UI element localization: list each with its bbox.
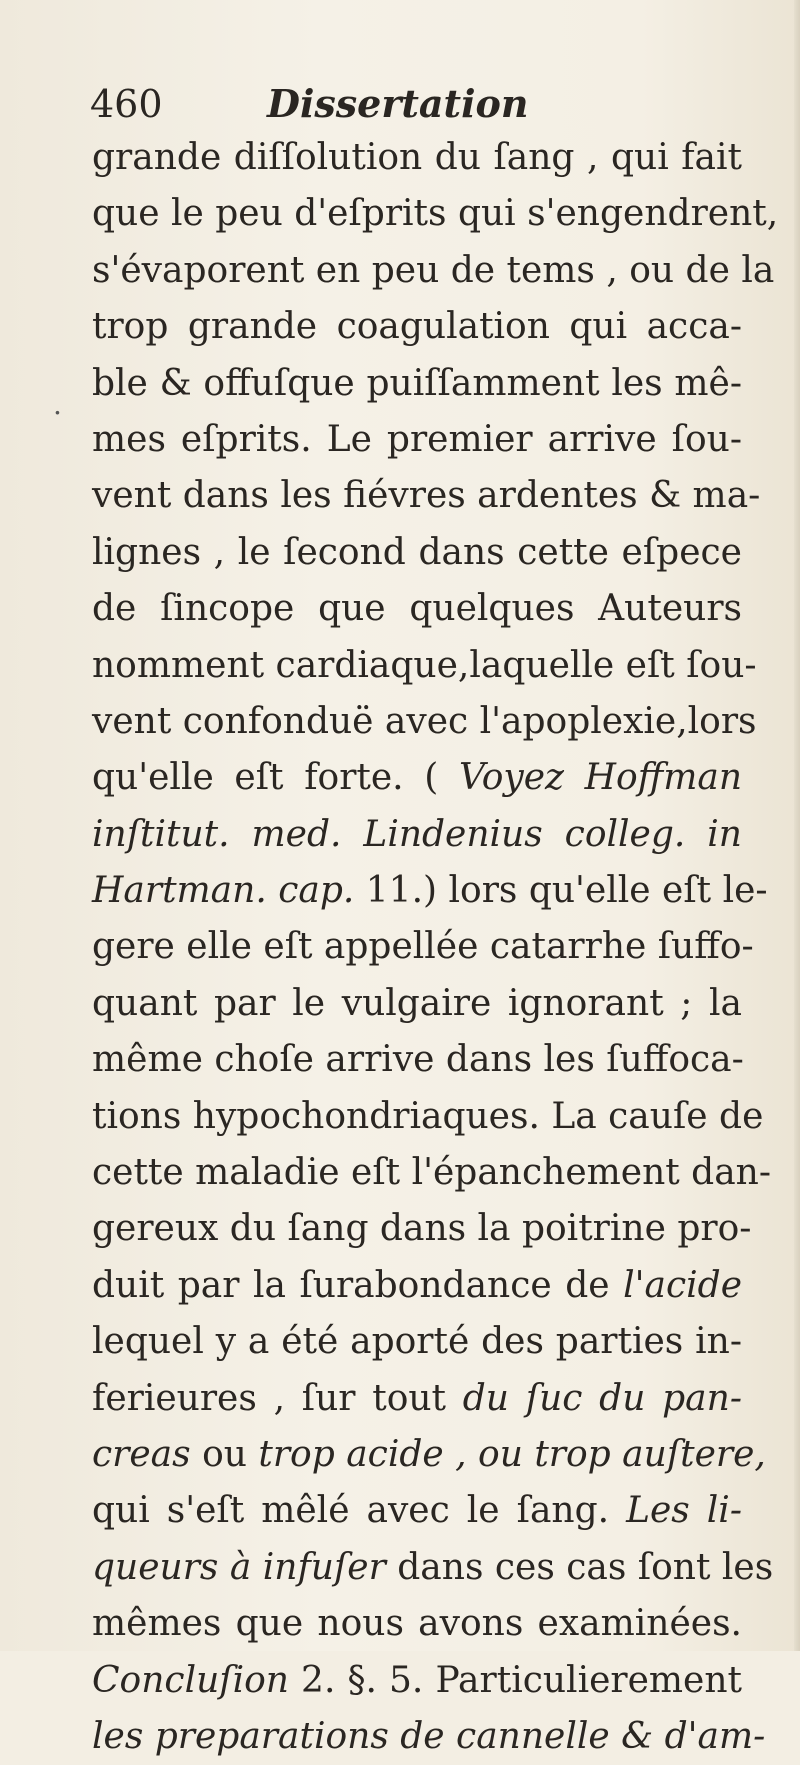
margin-dot: .: [53, 388, 62, 421]
text-line: [92, 1596, 742, 1652]
text-line: [92, 863, 768, 919]
italic-run: trop acide , ou trop auſtere,: [258, 1433, 766, 1475]
running-title: Dissertation: [267, 81, 529, 126]
italic-run: inſtitut. med. Lindenius colleg. in: [92, 813, 742, 855]
italic-run: du ſuc du pan-: [462, 1377, 742, 1419]
body-text: [92, 130, 779, 1765]
text-run: s'évaporent en peu de tems , ou de la: [92, 249, 775, 291]
text-line: [92, 1201, 752, 1257]
text-run: vent dans les fiévres ardentes & ma-: [92, 475, 761, 517]
text-run: qui s'eſt mêlé avec le ſang.: [92, 1490, 627, 1532]
italic-run: queurs à infuſer: [92, 1546, 386, 1588]
text-line: [92, 1258, 742, 1314]
text-line: [92, 919, 754, 975]
text-line: [92, 525, 742, 581]
text-run: tions hypochondriaques. La cauſe de: [92, 1095, 764, 1137]
text-line: [92, 412, 742, 468]
text-run: ble & offuſque puiſſamment les mê-: [92, 362, 742, 404]
page-edge: [794, 0, 800, 1651]
text-run: de ſincope que quelques Auteurs: [92, 588, 742, 630]
text-run: trop grande coagulation qui acca-: [92, 306, 742, 348]
text-run: que le peu d'eſprits qui s'engendrent,: [92, 193, 779, 235]
italic-run: Voyez Hoffman: [459, 757, 743, 799]
text-run: 2. §. 5. Particulierement: [288, 1659, 742, 1701]
text-run: lignes , le ſecond dans cette eſpece: [92, 531, 742, 573]
text-line: [92, 1540, 774, 1596]
text-run: grande diſſolution du ſang , qui fait: [92, 137, 742, 178]
text-line: [92, 1089, 764, 1145]
text-line: [92, 1427, 766, 1483]
text-run: dans ces cas ſont les: [385, 1546, 774, 1588]
text-line: [92, 1483, 742, 1539]
text-run: nomment cardiaque,laquelle eſt ſou-: [92, 644, 757, 686]
text-line: [92, 581, 742, 637]
italic-run: Les li-: [626, 1490, 742, 1532]
text-line: [92, 807, 742, 863]
text-line: [92, 1653, 742, 1709]
italic-run: les preparations de cannelle & d'am-: [92, 1715, 766, 1757]
text-line: [92, 1371, 742, 1427]
text-run: quant par le vulgaire ignorant ; la: [92, 982, 742, 1024]
text-line: [92, 299, 742, 355]
text-line: [92, 356, 742, 412]
text-run: vent confonduë avec l'apoplexie,lors: [92, 700, 757, 742]
italic-run: Concluſion: [92, 1659, 289, 1701]
text-line: [92, 694, 757, 750]
text-run: ferieures , ſur tout: [92, 1377, 463, 1419]
text-line: [92, 1145, 772, 1201]
text-run: 11.) lors qu'elle eſt le-: [354, 870, 768, 912]
text-line: [92, 750, 742, 806]
text-run: ou: [190, 1433, 259, 1475]
text-line: [92, 130, 742, 186]
page-header: [90, 74, 730, 134]
text-run: mêmes que nous avons examinées.: [92, 1603, 742, 1645]
text-line: [92, 1314, 742, 1370]
text-run: qu'elle eſt forte. (: [92, 757, 459, 799]
text-run: gereux du ſang dans la poitrine pro-: [92, 1208, 752, 1250]
text-line: [92, 1709, 766, 1765]
italic-run: creas: [92, 1433, 191, 1475]
text-run: cette maladie eſt l'épanchement dan-: [92, 1152, 772, 1194]
text-line: [92, 1032, 742, 1088]
page-number: 460: [90, 82, 163, 126]
text-run: même choſe arrive dans les ſuffoca-: [92, 1039, 744, 1081]
text-line: [92, 976, 742, 1032]
text-line: [92, 186, 779, 242]
italic-run: Hartman. cap.: [92, 870, 355, 912]
italic-run: l'acide: [623, 1264, 742, 1306]
text-run: mes eſprits. Le premier arrive ſou-: [92, 418, 742, 460]
text-run: lequel y a été aporté des parties in-: [92, 1321, 742, 1363]
text-line: [92, 468, 761, 524]
text-line: [92, 638, 757, 694]
text-line: [92, 243, 775, 299]
text-run: gere elle eſt appellée catarrhe ſuffo-: [92, 926, 754, 968]
text-run: duit par la ſurabondance de: [92, 1264, 624, 1306]
